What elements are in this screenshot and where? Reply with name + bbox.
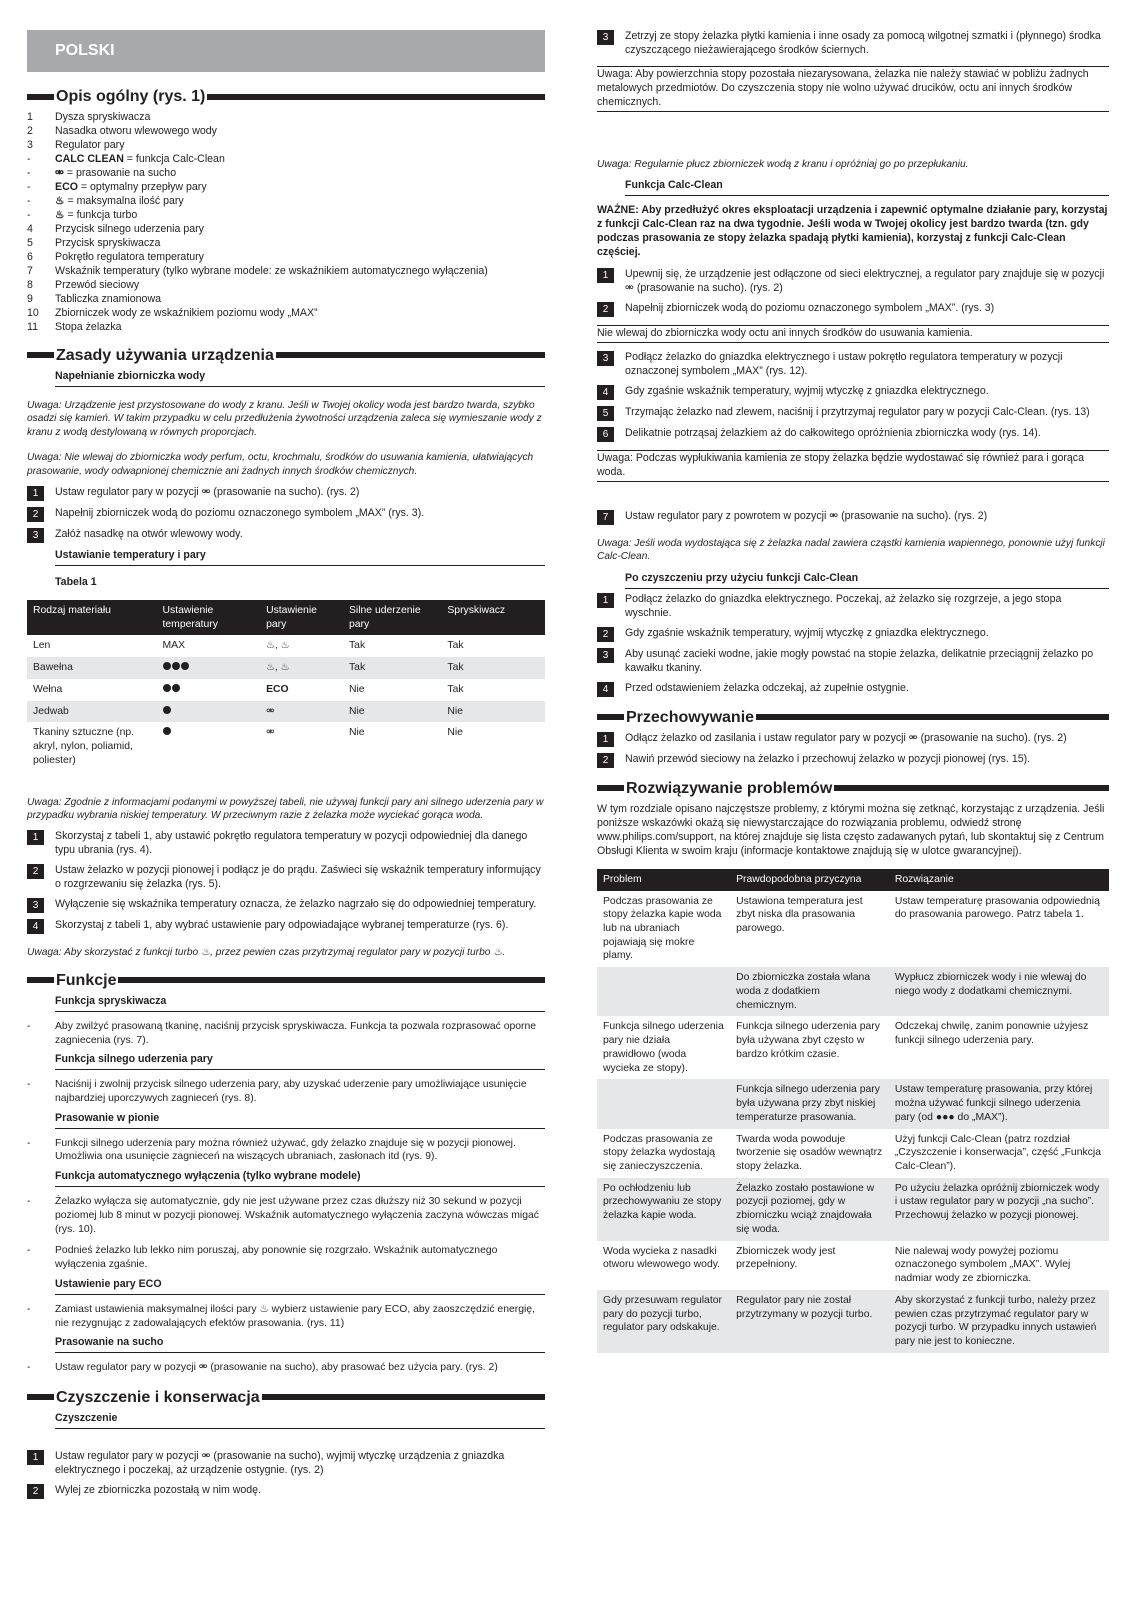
step-text: Ustaw regulator pary z powrotem w pozycji ⚮ (prasowanie na sucho). (rys. 2) (625, 509, 988, 522)
item-label: Tabliczka znamionowa (55, 292, 161, 305)
table-row (597, 1079, 1109, 1128)
step-item (597, 351, 1109, 379)
step-text: Ustaw regulator pary w pozycji ⚮ (prasowanie na sucho), wyjmij wtyczkę urządzenia z gniazdka elektrycznego i poczekaj, aż urządzenie ostygnie. (rys. 2) (55, 1450, 505, 1476)
section-heading-przechowywanie: Przechowywanie (597, 707, 1109, 728)
item-symbol: CALC CLEAN (55, 153, 124, 166)
bullet-text: Podnieś żelazko lub lekko nim poruszaj, aby ponownie się rozgrzało. Wskaźnik automatycznego wyłączenia zgaśnie. (55, 1245, 498, 1271)
item-label: Dysza spryskiwacza (55, 111, 151, 124)
temperature-dot-icon (181, 662, 189, 670)
step-number: 7 (597, 510, 614, 525)
step-item (27, 1450, 545, 1478)
table-header: Rodzaj materiału (27, 600, 157, 635)
spray-cell: Nie (447, 727, 463, 739)
note-soleplate: Uwaga: Aby powierzchnia stopy pozostała niezarysowana, żelazka nie należy stawiać w pobliżu żadnych metalowych przedmiotów. Do czyszczenia stopy nie wolno używać drucików, octu ani innych środków chemicznych. (597, 66, 1109, 112)
temperature-cell (157, 679, 261, 701)
step-number: 4 (597, 385, 614, 400)
cause-cell: Do zbiorniczka została wlana woda z dodatkiem chemicznym. (730, 967, 889, 1016)
step-item (597, 593, 1109, 621)
list-item (27, 251, 545, 265)
step-item (27, 528, 545, 543)
list-item (27, 293, 545, 307)
table-row (597, 967, 1109, 1016)
item-label: = maksymalna ilość pary (64, 194, 184, 207)
table-row (27, 635, 545, 657)
temperature-cell (157, 635, 261, 657)
table-header: Ustawienie pary (260, 600, 343, 635)
item-number: 3 (27, 139, 33, 152)
list-item (27, 209, 545, 223)
bullet-text: Funkcji silnego uderzenia pary można również używać, gdy żelazko znajduje się w pozycji pionowej. Umożliwia ona usunięcie zagnieceń na wiszących ubraniach, zasłonach itd (rys. 9). (55, 1137, 516, 1163)
step-text: Przed odstawieniem żelazka odczekaj, aż zupełnie ostygnie. (625, 681, 909, 694)
step-number: 1 (597, 732, 614, 747)
bullet-item (27, 1195, 545, 1236)
item-text (55, 279, 139, 293)
step-number: 3 (597, 351, 614, 366)
step-text: Gdy zgaśnie wskaźnik temperatury, wyjmij wtyczkę z gniazdka elektrycznego. (625, 384, 989, 397)
material-cell: Wełna (33, 683, 63, 695)
item-number: - (27, 194, 31, 207)
problem-cell: Podczas prasowania ze stopy żelazka wydostają się zanieczyszczenia. (603, 1133, 716, 1172)
item-text (55, 125, 217, 139)
steam-cell: ⚮ (266, 727, 275, 739)
step-number: 2 (597, 753, 614, 768)
section-heading-opis: Opis ogólny (rys. 1) (27, 86, 545, 107)
item-text (55, 111, 150, 125)
step-text: Podłącz żelazko do gniazdka elektrycznego i ustaw pokrętło regulatora temperatury w pozycji oznaczonej symbolem „MAX” (rys. 12). (625, 351, 1063, 378)
cause-cell: Funkcja silnego uderzenia pary była używana zbyt często w bardzo krótkim czasie. (736, 1021, 880, 1060)
step-text: Upewnij się, że urządzenie jest odłączone od sieci elektrycznej, a regulator pary znajduje się w pozycji ⚮ (prasowanie na sucho). (rys. 2) (625, 268, 1105, 295)
item-text (55, 153, 225, 167)
step-number: 1 (597, 268, 614, 283)
step-text: Trzymając żelazko nad zlewem, naciśnij i przytrzymaj regulator pary w pozycji Calc-Clean. (rys. 13) (625, 405, 1090, 418)
item-number: - (27, 208, 31, 221)
solution-cell: Nie nalewaj wody powyżej poziomu oznaczonego symbolem „MAX”. Wylej nadmiar wody ze zbiorniczka. (894, 1245, 1071, 1285)
note-no-vinegar: Nie wlewaj do zbiorniczka wody octu ani innych środków do usuwania kamienia. (597, 325, 1109, 343)
feature-subheading: Funkcja silnego uderzenia pary (55, 1053, 545, 1070)
step-text: Skorzystaj z tabeli 1, aby ustawić pokrętło regulatora temperatury w pozycji odpowiedniej dla danego typu ubrania (rys. 4). (55, 830, 528, 857)
shot-cell: Nie (343, 701, 441, 723)
step-text: Skorzystaj z tabeli 1, aby wybrać ustawienie pary odpowiadające wybranej temperaturze (rys. 6). (55, 919, 509, 932)
solution-cell: Po użyciu żelazka opróżnij zbiorniczek wody i ustaw regulator pary w pozycji „na sucho”. Przechowuj żelazko w pozycji pionowej. (889, 1178, 1109, 1241)
table-row (597, 1016, 1109, 1079)
bullet-dash: - (27, 1020, 31, 1032)
solution-cell: Ustaw temperaturę prasowania, przy której można używać funkcji silnego uderzenia pary (od ●●● do „MAX”). (889, 1079, 1109, 1128)
list-item (27, 265, 545, 279)
cause-cell: Żelazko zostało postawione w pozycji poziomej, gdy w zbiorniczku wciąż znajdowała się woda. (730, 1178, 889, 1241)
bullet-dash: - (27, 1245, 31, 1257)
step-number: 1 (27, 486, 44, 501)
table-header: Spryskiwacz (441, 600, 545, 635)
troubleshooting-table (597, 869, 1109, 1353)
step-text: Podłącz żelazko do gniazdka elektrycznego. Poczekaj, aż żelazko się rozgrzeje, a jego stopa wyschnie. (625, 592, 1062, 619)
step-number: 3 (27, 898, 44, 913)
step-item (597, 732, 1109, 747)
item-number: 7 (27, 264, 33, 277)
item-label: Przycisk spryskiwacza (55, 236, 161, 249)
item-symbol: ♨ (55, 194, 65, 207)
step-number: 3 (597, 648, 614, 663)
solution-cell: Ustaw temperaturę prasowania odpowiednią do prasowania parowego. Patrz tabela 1. (894, 895, 1100, 921)
steam-cell: ECO (266, 683, 289, 695)
calc-steps-b (597, 351, 1109, 442)
step-text: Delikatnie potrząsaj żelazkiem aż do całkowitego opróżnienia zbiorniczka wody (rys. 14). (625, 426, 1041, 439)
item-number: 11 (27, 320, 38, 333)
feature-subheading: Prasowanie w pionie (55, 1112, 545, 1129)
bullet-dash: - (27, 1303, 31, 1315)
bullet-item (27, 1078, 545, 1105)
step-number: 3 (27, 528, 44, 543)
temperature-cell (157, 701, 261, 723)
temperature-dot-icon (163, 727, 171, 735)
item-label: Pokrętło regulatora temperatury (55, 250, 204, 263)
step-text: Odłącz żelazko od zasilania i ustaw regulator pary w pozycji ⚮ (prasowanie na sucho). (rys. 2) (625, 731, 1067, 744)
item-number: 8 (27, 278, 33, 291)
step-item (597, 385, 1109, 400)
problem-cell (597, 1079, 730, 1128)
left-column (27, 30, 545, 1505)
shot-cell: Tak (348, 640, 366, 652)
shot-cell: Nie (348, 727, 365, 739)
material-cell: Len (33, 640, 51, 652)
step-number: 1 (597, 593, 614, 608)
item-text (55, 293, 161, 307)
step-item (27, 486, 545, 501)
item-symbol: ECO (55, 180, 78, 193)
item-text (55, 223, 204, 237)
warning-calc-clean: WAŻNE: Aby przedłużyć okres eksploatacji urządzenia i zapewnić optymalne działanie pary, korzystaj z funkcji Calc-Clean raz na dwa tygodnie. Jeśli woda w Twojej okolicy jest bardzo twarda (tzn. gdy podczas prasowania ze stopy żelazka spadają płytki kamienia), korzystaj z funkcji Calc-Clean częściej. (597, 204, 1108, 259)
step-item (597, 268, 1109, 296)
step-text: Nawiń przewód sieciowy na żelazko i przechowuj żelazko w pozycji pionowej (rys. 15). (625, 752, 1031, 765)
note-rinse: Uwaga: Regularnie płucz zbiorniczek wodą z kranu i opróżniaj go po przepłukaniu. (597, 158, 969, 170)
list-item (27, 125, 545, 139)
spray-cell: Tak (447, 683, 464, 695)
step-item (27, 898, 545, 913)
material-cell: Jedwab (27, 701, 157, 723)
problem-cell: Funkcja silnego uderzenia pary nie działa prawidłowo (woda wycieka ze stopy). (603, 1021, 724, 1074)
item-text (55, 321, 122, 335)
step-text: Zetrzyj ze stopy żelazka płytki kamienia i inne osady za pomocą wilgotnej szmatki i (płynnego) środka czyszczącego nieżawierającego środków ściernych. (625, 30, 1101, 56)
item-label: = prasowanie na sucho (63, 166, 177, 179)
problem-cell: Podczas prasowania ze stopy żelazka kapie woda lub na ubraniach pojawiają się mokre plamy. (603, 895, 722, 962)
temperature-dot-icon (172, 684, 180, 692)
table-row (597, 1178, 1109, 1241)
note-tap-water: Uwaga: Urządzenie jest przystosowane do wody z kranu. Jeśli w Twojej okolicy woda jest bardzo twarda, szybko osadzi się kamień. W takim przypadku w celu przedłużenia żywotności urządzenia zaleca się wymieszanie wody z kranu z wodą destylowaną w równych proporcjach. (27, 399, 542, 438)
problem-cell: Gdy przesuwam regulator pary do pozycji turbo, regulator pary odskakuje. (597, 1290, 730, 1353)
table-header: Rozwiązanie (889, 869, 1109, 891)
cleaning-step (597, 30, 1109, 58)
temperature-dot-icon (163, 706, 171, 714)
table-row (597, 891, 1109, 968)
step-number: 2 (27, 507, 44, 522)
step-number: 1 (27, 830, 44, 845)
temperature-steps (27, 830, 545, 934)
calc-step (597, 510, 1109, 525)
item-number: - (27, 153, 31, 166)
note-low-temp: Uwaga: Zgodnie z informacjami podanymi w powyższej tabeli, nie używaj funkcji pary ani silnego uderzenia pary w przypadku wybrania niskiej temperatury. W przeciwnym razie z żelazka może wyciekać gorąca woda. (27, 796, 544, 821)
step-text: Napełnij zbiorniczek wodą do poziomu oznaczonego symbolem „MAX” (rys. 3). (55, 506, 425, 519)
bullet-dash: - (27, 1362, 31, 1374)
step-text: Ustaw żelazko w pozycji pionowej i podłącz je do prądu. Zaświeci się wskaźnik temperatury informujący o rozgrzewaniu się żelazka (rys. 5). (55, 864, 541, 891)
troubleshooting-intro: W tym rozdziale opisano najczęstsze problemy, z którymi można się zetknąć, korzystając z urządzenia. Jeśli poniższe wskazówki okażą się niewystarczające do rozwiązania problemu, odwiedź stronę www.philips.com/support, na której znajduje się lista często zadawanych pytań, lub skontaktuj się z Centrum Obsługi Klienta w swoim kraju (informacje kontaktowe znajdują się w ulotce gwarancyjnej). (597, 802, 1105, 857)
step-item (597, 302, 1109, 317)
problem-cell: Po ochłodzeniu lub przechowywaniu ze stopy żelazka kapie woda. (597, 1178, 730, 1241)
temperature-dot-icon (163, 684, 171, 692)
note-no-chemicals: Uwaga: Nie wlewaj do zbiorniczka wody perfum, octu, krochmalu, środków do usuwania kamienia, ułatwiających prasowanie, wody odwapnionej chemicznie ani żadnych innych środków chemicznych. (27, 452, 534, 477)
list-item (27, 307, 545, 321)
list-item (27, 167, 545, 181)
spray-cell: Nie (441, 701, 545, 723)
item-text (55, 209, 137, 223)
cause-cell: Zbiorniczek wody jest przepełniony. (736, 1245, 836, 1271)
cause-cell: Funkcja silnego uderzenia pary była używana przy zbyt niskiej temperaturze prasowania. (730, 1079, 889, 1128)
feature-subheading: Prasowanie na sucho (55, 1336, 545, 1353)
item-label: Przewód sieciowy (55, 278, 140, 291)
table-row (597, 1129, 1109, 1178)
step-number: 3 (597, 30, 614, 45)
step-item (27, 507, 545, 522)
cleaning-steps (27, 1450, 545, 1499)
step-text: Wylej ze zbiorniczka pozostałą w nim wodę. (55, 1483, 261, 1496)
subheading-calc-clean: Funkcja Calc-Clean (625, 179, 1109, 196)
cause-cell: Regulator pary nie został przytrzymany w pozycji turbo. (730, 1290, 889, 1353)
table-row (27, 722, 545, 771)
bullet-text: Zamiast ustawienia maksymalnej ilości pary ♨ wybierz ustawienie pary ECO, aby zaoszczędzić energię, nie rezygnując z zadowalających efektów prasowania. (rys. 11) (55, 1303, 535, 1329)
list-item (27, 181, 545, 195)
step-number: 6 (597, 427, 614, 442)
subheading-filling: Napełnianie zbiorniczka wody (55, 370, 545, 387)
solution-cell: Aby skorzystać z funkcji turbo, należy przez pewien czas przytrzymać regulator pary w pozycji turbo. W przypadku innych ustawień pary nie jest to konieczne. (889, 1290, 1109, 1353)
bullet-text: Aby zwilżyć prasowaną tkaninę, naciśnij przycisk spryskiwacza. Funkcja ta pozwala rozprasować oporne zagniecenia (rys. 7). (55, 1020, 537, 1046)
solution-cell: Wypłucz zbiorniczek wody i nie wlewaj do niego wody z dodatkami chemicznymi. (889, 967, 1109, 1016)
parts-list (27, 111, 545, 335)
table-header: Problem (597, 869, 730, 891)
subheading-temp-steam: Ustawianie temperatury i pary (55, 549, 545, 566)
material-cell: Tkaniny sztuczne (np. akryl, nylon, poliamid, poliester) (33, 727, 135, 766)
item-number: 5 (27, 236, 33, 249)
list-item (27, 195, 545, 209)
solution-cell: Odczekaj chwilę, zanim ponownie użyjesz funkcji silnego uderzenia pary. (894, 1021, 1089, 1047)
features-list (27, 995, 545, 1375)
step-text: Załóż nasadkę na otwór wlewowy wody. (55, 527, 243, 540)
language-banner: POLSKI (27, 30, 545, 72)
storage-steps (597, 732, 1109, 768)
item-label: Stopa żelazka (55, 320, 122, 333)
item-label: Przycisk silnego uderzenia pary (55, 222, 204, 235)
step-item (27, 830, 545, 858)
item-label: Zbiorniczek wody ze wskaźnikiem poziomu wody „MAX” (55, 306, 318, 319)
item-text (55, 181, 207, 195)
table-row (27, 657, 545, 679)
item-symbol: ♨ (55, 208, 65, 221)
step-text: Napełnij zbiorniczek wodą do poziomu oznaczonego symbolem „MAX”. (rys. 3) (625, 302, 995, 315)
subheading-after-calc: Po czyszczeniu przy użyciu funkcji Calc-Clean (625, 572, 1109, 589)
shot-cell: Nie (348, 683, 365, 695)
item-number: 4 (27, 222, 33, 235)
table-row (27, 679, 545, 701)
temperature-cell (157, 722, 261, 771)
item-label: = funkcja turbo (64, 208, 138, 221)
cause-cell: Twarda woda powoduje tworzenie się osadów wewnątrz stopy żelazka. (736, 1133, 883, 1172)
material-cell: Bawełna (27, 657, 157, 679)
step-number: 4 (597, 682, 614, 697)
table-header: Prawdopodobna przyczyna (730, 869, 889, 891)
right-column (597, 30, 1109, 1353)
settings-table (27, 600, 545, 772)
table-row (597, 1241, 1109, 1290)
item-text (55, 237, 160, 251)
item-number: - (27, 166, 31, 179)
item-label: = optymalny przepływ pary (77, 180, 207, 193)
item-label: = funkcja Calc-Clean (123, 153, 225, 166)
note-steam-hot-water: Uwaga: Podczas wypłukiwania kamienia ze stopy żelazka będzie wydostawać się również para i gorąca woda. (597, 450, 1109, 482)
step-item (597, 648, 1109, 676)
steam-cell: ♨, ♨ (266, 640, 290, 652)
bullet-item (27, 1361, 545, 1375)
feature-subheading: Ustawienie pary ECO (55, 1278, 545, 1295)
item-text (55, 265, 488, 279)
item-number: 1 (27, 111, 33, 124)
step-text: Ustaw regulator pary w pozycji ⚮ (prasowanie na sucho). (rys. 2) (55, 485, 360, 498)
list-item (27, 237, 545, 251)
step-item (597, 427, 1109, 442)
spray-cell: Tak (441, 657, 545, 679)
item-text (55, 307, 318, 321)
temperature-label: MAX (162, 640, 186, 652)
bullet-item (27, 1244, 545, 1271)
item-number: 10 (27, 306, 39, 319)
note-repeat-calc: Uwaga: Jeśli woda wydostająca się z żelazka nadal zawiera cząstki kamienia wapiennego, ponownie użyj funkcji Calc-Clean. (597, 537, 1105, 563)
list-item (27, 321, 545, 335)
item-number: 9 (27, 292, 33, 305)
feature-subheading: Funkcja spryskiwacza (55, 995, 545, 1012)
table-title: Tabela 1 (55, 575, 97, 588)
item-label: Nasadka otworu wlewowego wody (55, 125, 217, 138)
section-heading-zasady: Zasady używania urządzenia (27, 345, 545, 366)
step-number: 2 (27, 864, 44, 879)
step-number: 4 (27, 919, 44, 934)
item-symbol: ⚮ (55, 166, 64, 179)
bullet-dash: - (27, 1079, 31, 1091)
step-item (27, 864, 545, 892)
item-text (55, 195, 184, 209)
step-number: 1 (27, 1450, 44, 1465)
steam-cell: ♨, ♨ (260, 657, 343, 679)
bullet-text: Ustaw regulator pary w pozycji ⚮ (prasowanie na sucho), aby prasować bez użycia pary. (rys. 2) (55, 1362, 498, 1374)
spray-cell: Tak (447, 640, 464, 652)
step-item (27, 1484, 545, 1499)
steam-cell: ⚮ (260, 701, 343, 723)
temperature-cell (157, 657, 261, 679)
bullet-item (27, 1303, 545, 1330)
step-item (597, 627, 1109, 642)
table-row (27, 701, 545, 723)
step-item (597, 406, 1109, 421)
calc-steps-a (597, 268, 1109, 317)
after-calc-steps (597, 593, 1109, 697)
step-number: 5 (597, 406, 614, 421)
feature-subheading: Funkcja automatycznego wyłączenia (tylko wybrane modele) (55, 1170, 545, 1187)
list-item (27, 153, 545, 167)
solution-cell: Użyj funkcji Calc-Clean (patrz rozdział „Czyszczenie i konserwacja”, część „Funkcja Calc-Clean”). (894, 1133, 1101, 1172)
step-text: Gdy zgaśnie wskaźnik temperatury, wyjmij wtyczkę z gniazdka elektrycznego. (625, 626, 989, 639)
bullet-item (27, 1020, 545, 1047)
table-header: Silne uderzenie pary (343, 600, 441, 635)
list-item (27, 279, 545, 293)
item-label: Wskaźnik temperatury (tylko wybrane modele: ze wskaźnikiem automatycznego wyłączenia) (55, 264, 488, 277)
item-text (55, 139, 125, 153)
step-number: 2 (597, 302, 614, 317)
item-text (55, 167, 176, 181)
list-item (27, 139, 545, 153)
bullet-text: Naciśnij i zwolnij przycisk silnego uderzenia pary, aby uzyskać uderzenie pary umożliwiające usunięcie najbardziej uporczywych zagnieceń (rys. 8). (55, 1079, 527, 1104)
step-number: 2 (597, 627, 614, 642)
section-heading-czyszczenie: Czyszczenie i konserwacja (27, 1387, 545, 1408)
item-label: Regulator pary (55, 139, 125, 152)
step-item (597, 682, 1109, 697)
problem-cell: Woda wycieka z nasadki otworu wlewowego wody. (603, 1245, 721, 1271)
step-text: Wyłączenie się wskaźnika temperatury oznacza, że żelazko nagrzało się do odpowiedniej temperatury. (55, 898, 537, 911)
step-number: 2 (27, 1484, 44, 1499)
table-header: Ustawienie temperatury (157, 600, 261, 635)
problem-cell (597, 967, 730, 1016)
bullet-dash: - (27, 1137, 31, 1149)
bullet-text: Żelazko wyłącza się automatycznie, gdy nie jest używane przez czas dłuższy niż 30 sekund w pozycji poziomej lub 8 minut w pozycji pionowej. Wskaźnik automatycznego wyłączenia zaczyna wówczas migać (rys. 10). (55, 1196, 539, 1235)
list-item (27, 111, 545, 125)
bullet-item (27, 1137, 545, 1164)
item-number: 6 (27, 250, 33, 263)
step-item (27, 919, 545, 934)
step-text: Aby usunąć zacieki wodne, jakie mogły powstać na stopie żelazka, delikatnie przeciągnij żelazko po kawałku tkaniny. (625, 647, 1094, 674)
table-row (597, 1290, 1109, 1353)
section-heading-problemy: Rozwiązywanie problemów (597, 778, 1109, 799)
shot-cell: Tak (343, 657, 441, 679)
list-item (27, 223, 545, 237)
cause-cell: Ustawiona temperatura jest zbyt niska dla prasowania parowego. (736, 895, 863, 934)
temperature-dot-icon (172, 662, 180, 670)
subheading-cleaning: Czyszczenie (55, 1412, 545, 1429)
note-turbo: Uwaga: Aby skorzystać z funkcji turbo ♨, przez pewien czas przytrzymaj regulator pary w pozycji turbo ♨. (27, 947, 506, 959)
temperature-dot-icon (163, 662, 171, 670)
item-text (55, 251, 204, 265)
item-number: - (27, 180, 31, 193)
step-item (597, 753, 1109, 768)
section-heading-funkcje: Funkcje (27, 970, 545, 991)
bullet-dash: - (27, 1196, 31, 1208)
item-number: 2 (27, 125, 33, 138)
filling-steps (27, 486, 545, 543)
